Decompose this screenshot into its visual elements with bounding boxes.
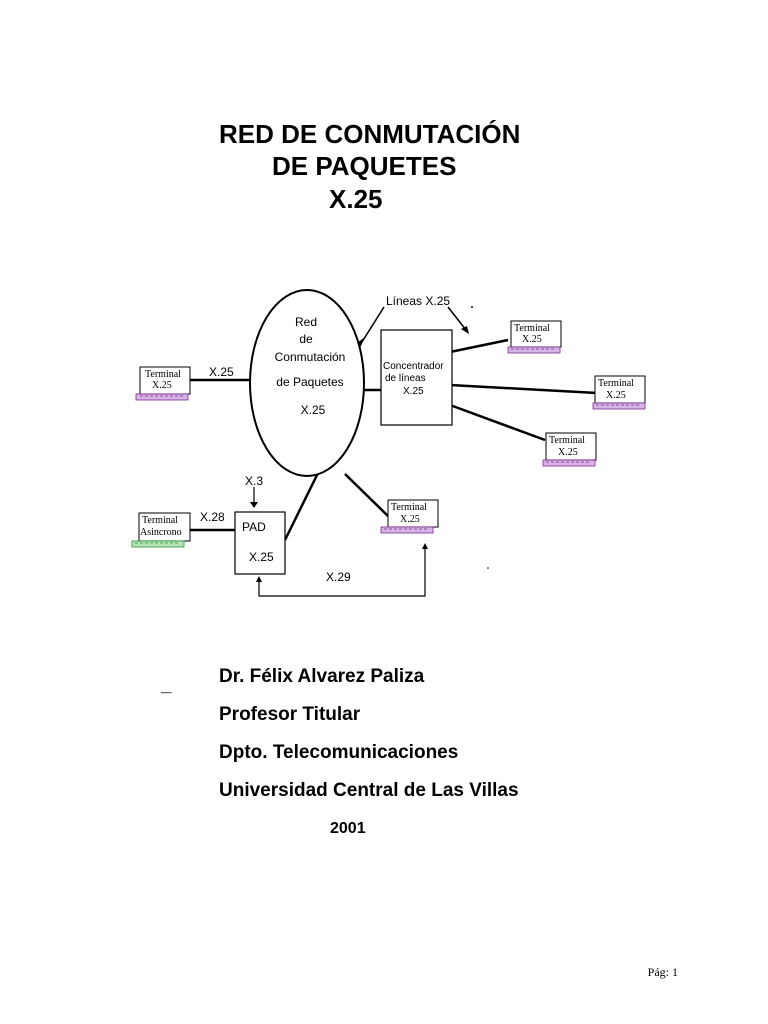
svg-text:Terminal: Terminal: [142, 515, 178, 526]
pad-x25-label: X.25: [249, 550, 274, 564]
author-name: Dr. Félix Alvarez Paliza: [219, 666, 425, 687]
link-network-terminal-bottom: [345, 474, 390, 518]
x3-arrow-icon: [250, 502, 258, 508]
link-label-x3: X.3: [245, 474, 264, 488]
network-label-3: Conmutación: [274, 350, 346, 364]
link-label-x25: X.25: [209, 365, 234, 379]
terminal-right-2: [593, 376, 645, 409]
concentrator-label-2: de líneas: [385, 373, 426, 384]
link-label-x29: X.29: [326, 570, 351, 584]
svg-text:X.25: X.25: [522, 334, 542, 345]
terminal-right-3: [543, 433, 596, 466]
svg-text:Terminal: Terminal: [549, 435, 585, 446]
terminal-bottom: [381, 500, 438, 533]
link-concentrator-terminal-3: [450, 405, 545, 440]
terminal-right-1: [508, 321, 561, 353]
svg-text:Terminal: Terminal: [391, 502, 427, 513]
lines-arrow-right-icon: [461, 326, 469, 334]
network-label-2: de: [299, 332, 313, 346]
svg-text:Terminal: Terminal: [514, 323, 550, 334]
concentrator-label-3: X.25: [403, 386, 424, 397]
network-label-1: Red: [294, 315, 318, 329]
network-label-4: de Paquetes: [276, 375, 344, 389]
svg-text:Terminal: Terminal: [598, 378, 634, 389]
author-dept: Dpto. Telecomunicaciones: [219, 742, 459, 763]
terminal-async: [132, 513, 190, 547]
x29-arrow-right-icon: [422, 543, 428, 549]
title-line-3: X.25: [329, 184, 383, 214]
link-network-pad: [285, 473, 318, 540]
svg-text:X.25: X.25: [558, 447, 578, 458]
svg-text:X.25: X.25: [606, 390, 626, 401]
lines-x25-label: Líneas X.25: [386, 294, 451, 308]
svg-text:X.25: X.25: [152, 380, 172, 391]
svg-text:X.25: X.25: [400, 514, 420, 525]
link-concentrator-terminal-1: [450, 340, 508, 352]
title-line-2: DE PAQUETES: [272, 151, 457, 181]
x29-arrow-left-icon: [256, 576, 262, 582]
author-role: Profesor Titular: [219, 704, 361, 725]
page-number: Pág: 1: [647, 965, 678, 979]
terminal-left: [136, 367, 190, 400]
network-label-5: X.25: [300, 403, 326, 417]
dash-mark: _: [161, 675, 172, 696]
publication-year: 2001: [330, 820, 366, 837]
author-university: Universidad Central de Las Villas: [219, 780, 519, 801]
link-label-x28: X.28: [200, 510, 225, 524]
concentrator-label-1: Concentrador: [383, 361, 444, 372]
link-concentrator-terminal-2: [450, 385, 597, 393]
svg-text:Asincrono: Asincrono: [140, 527, 182, 538]
title-line-1: RED DE CONMUTACIÓN: [219, 119, 521, 149]
pad-label: PAD: [242, 520, 266, 534]
svg-text:Terminal: Terminal: [145, 369, 181, 380]
